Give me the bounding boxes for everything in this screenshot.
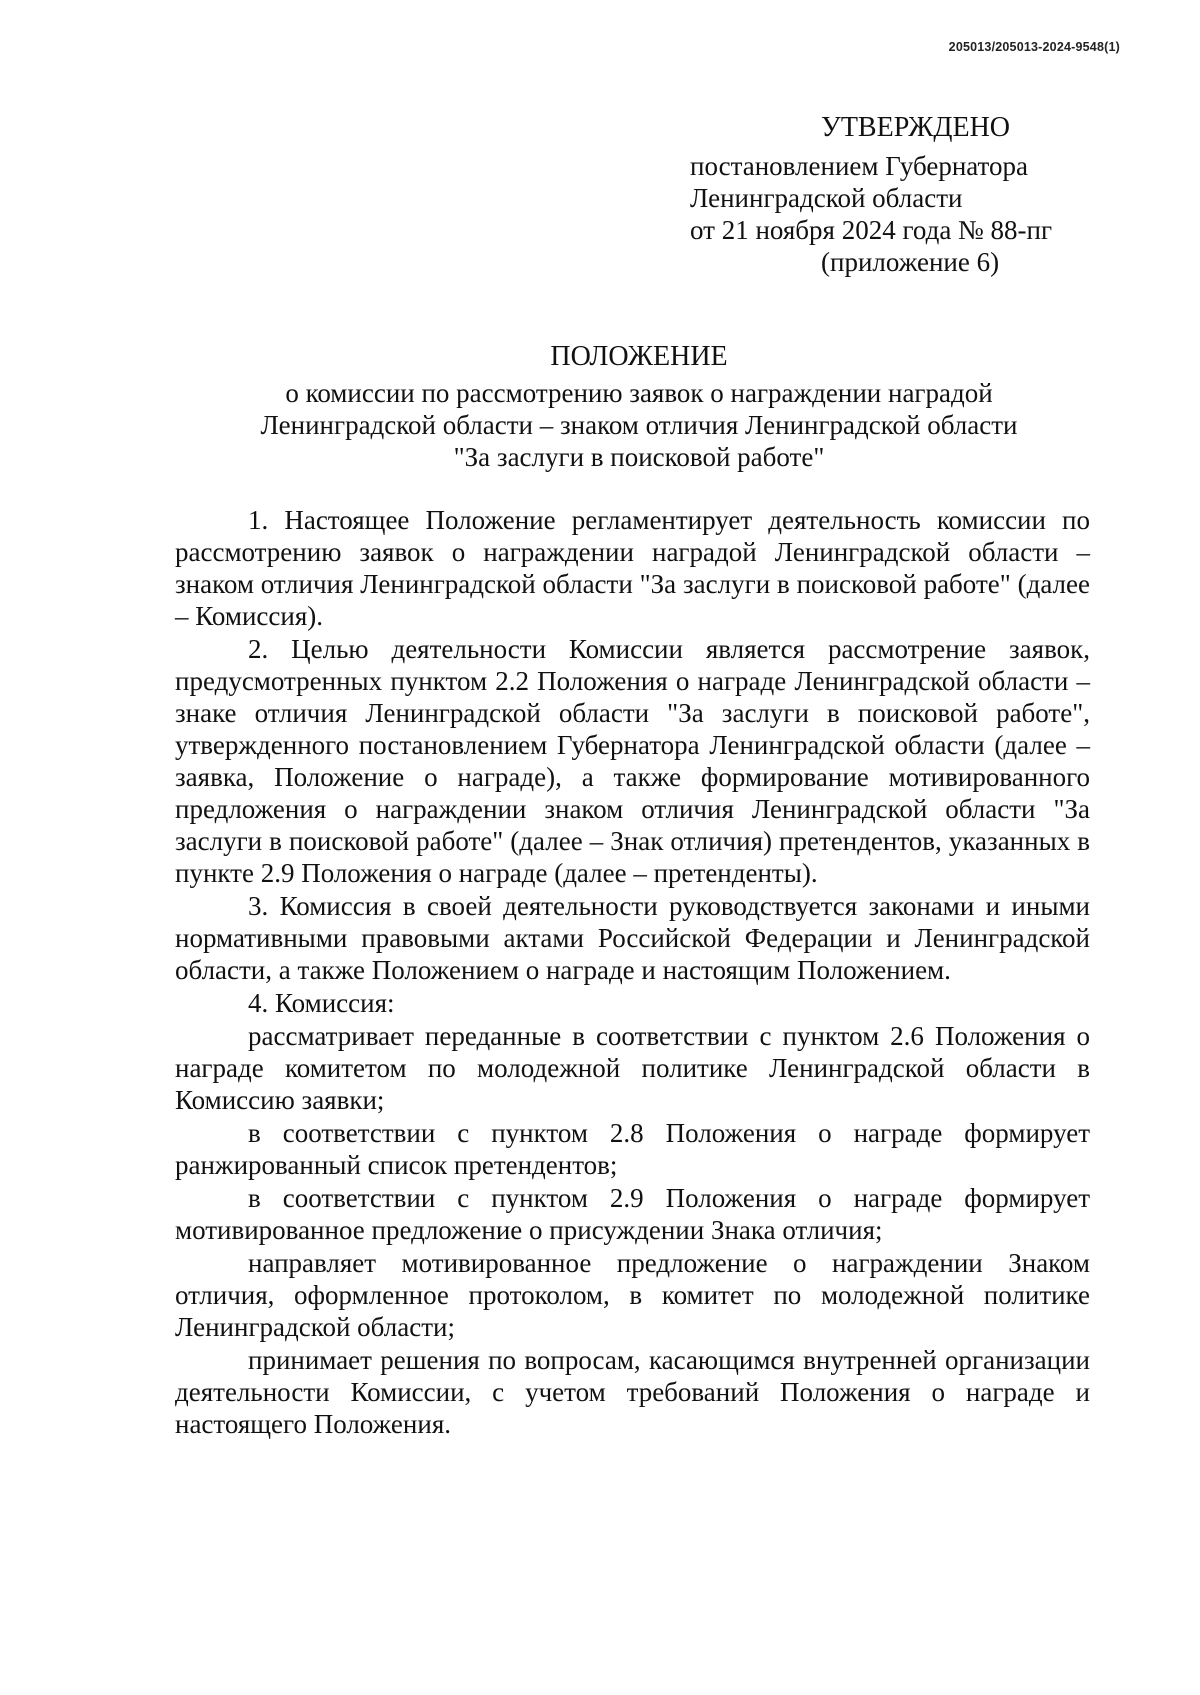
approval-line-3: от 21 ноября 2024 года № 88-пг <box>690 215 1053 245</box>
heading-subtitle-line-1: о комиссии по рассмотрению заявок о награждении наградой <box>285 378 993 408</box>
approval-line-2: Ленинградской области <box>690 183 963 213</box>
approval-line-4: (приложение 6) <box>821 247 1000 277</box>
heading-title: ПОЛОЖЕНИЕ <box>550 341 728 372</box>
paragraph-4-item-2: в соответствии с пунктом 2.8 Положения о награде формирует ранжированный список претендентов; <box>175 1118 1090 1180</box>
document-body <box>175 504 1090 1440</box>
paragraph-4-item-1: рассматривает переданные в соответствии с пунктом 2.6 Положения о награде комитетом по молодежной политике Ленинградской области в Комиссию заявки; <box>175 1021 1090 1115</box>
heading-subtitle-line-2: Ленинградской области – знаком отличия Ленинградской области <box>260 410 1018 440</box>
paragraph-3: 3. Комиссия в своей деятельности руководствуется законами и иными нормативными правовыми актами Российской Федерации и Ленинградской области, а также Положением о награде и настоящим Положением. <box>175 891 1090 985</box>
heading-subtitle-line-3: "За заслуги в поисковой работе" <box>453 442 825 472</box>
paragraph-2: 2. Целью деятельности Комиссии является рассмотрение заявок, предусмотренных пунктом 2.2 Положения о награде Ленинградской области – знаке отличия Ленинградской области "За заслуги в поисковой работе", утвержденного постановлением Губернатора Ленинградской области (далее – заявка, Положение о награде), а также формирование мотивированного предложения о награждении знаком отличия Ленинградской области "За заслуги в поисковой работе" (далее – Знак отличия) претендентов, указанных в пункте 2.9 Положения о награде (далее – претенденты). <box>175 634 1090 888</box>
paragraph-1: 1. Настоящее Положение регламентирует деятельность комиссии по рассмотрению заявок о награждении наградой Ленинградской области – знаком отличия Ленинградской области "За заслуги в поисковой работе" (далее – Комиссия). <box>175 505 1090 631</box>
paragraph-4-item-4: направляет мотивированное предложение о награждении Знаком отличия, оформленное протоколом, в комитет по молодежной политике Ленинградской области; <box>175 1248 1090 1342</box>
paragraph-4-item-5: принимает решения по вопросам, касающимся внутренней организации деятельности Комиссии, с учетом требований Положения о награде и настоящего Положения. <box>175 1345 1090 1439</box>
approval-line-1: постановлением Губернатора <box>690 151 1028 181</box>
document-heading <box>175 341 1103 473</box>
document-reference-number: 205013/205013-2024-9548(1) <box>948 40 1120 54</box>
approval-title: УТВЕРЖДЕНО <box>821 112 1011 143</box>
paragraph-4-item-3: в соответствии с пунктом 2.9 Положения о награде формирует мотивированное предложение о присуждении Знака отличия; <box>175 1183 1090 1245</box>
paragraph-4-heading: 4. Комиссия: <box>248 988 395 1018</box>
